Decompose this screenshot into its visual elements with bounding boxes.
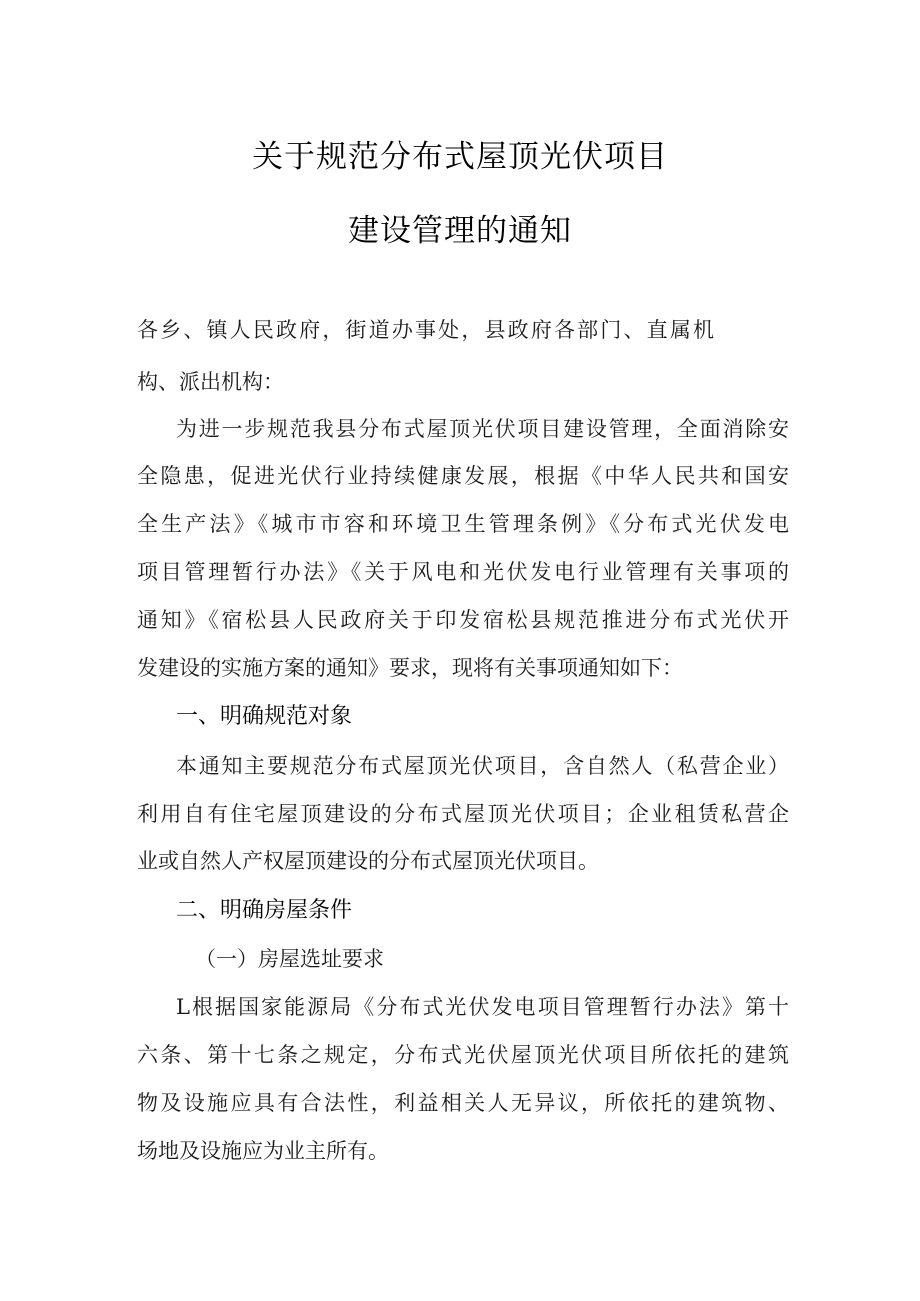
document-title-line-1: 关于规范分布式屋顶光伏项目 — [252, 139, 668, 175]
section-2-line-3: 物及设施应具有合法性，利益相关人无异议，所依托的建筑物、 — [137, 1091, 789, 1115]
section-1-line-3: 业或自然人产权屋顶建设的分布式屋顶光伏项目。 — [137, 849, 599, 873]
section-2-line-4: 场地及设施应为业主所有。 — [137, 1139, 389, 1163]
intro-line-5: 通知》《宿松县人民政府关于印发宿松县规范推进分布式光伏开 — [137, 608, 789, 632]
intro-line-2: 全隐患，促进光伏行业持续健康发展，根据《中华人民共和国安 — [137, 464, 789, 488]
section-2-subheading: （一）房屋选址要求 — [195, 947, 384, 971]
intro-line-4: 项目管理暂行办法》《关于风电和光伏发电行业管理有关事项的 — [137, 560, 789, 584]
intro-line-1: 为进一步规范我县分布式屋顶光伏项目建设管理，全面消除安 — [176, 417, 789, 441]
section-2-heading: 二、明确房屋条件 — [176, 898, 353, 923]
addressee-line-2: 构、派出机构： — [137, 370, 284, 394]
section-1-line-1: 本通知主要规范分布式屋顶光伏项目，含自然人（私营企业） — [176, 754, 789, 778]
section-2-line-2: 六条、第十七条之规定，分布式光伏屋顶光伏项目所依托的建筑 — [137, 1043, 789, 1067]
section-1-heading: 一、明确规范对象 — [176, 704, 353, 729]
document-title-line-2: 建设管理的通知 — [348, 213, 572, 249]
section-2-line-1: L根据国家能源局《分布式光伏发电项目管理暂行办法》第十 — [176, 995, 789, 1019]
intro-line-3: 全生产法》《城市市容和环境卫生管理条例》《分布式光伏发电 — [137, 512, 789, 536]
intro-line-6: 发建设的实施方案的通知》要求，现将有关事项通知如下： — [137, 656, 683, 680]
addressee-line-1: 各乡、镇人民政府，街道办事处，县政府各部门、直属机 — [137, 318, 714, 342]
section-1-line-2: 利用自有住宅屋顶建设的分布式屋顶光伏项目；企业租赁私营企 — [137, 802, 789, 826]
